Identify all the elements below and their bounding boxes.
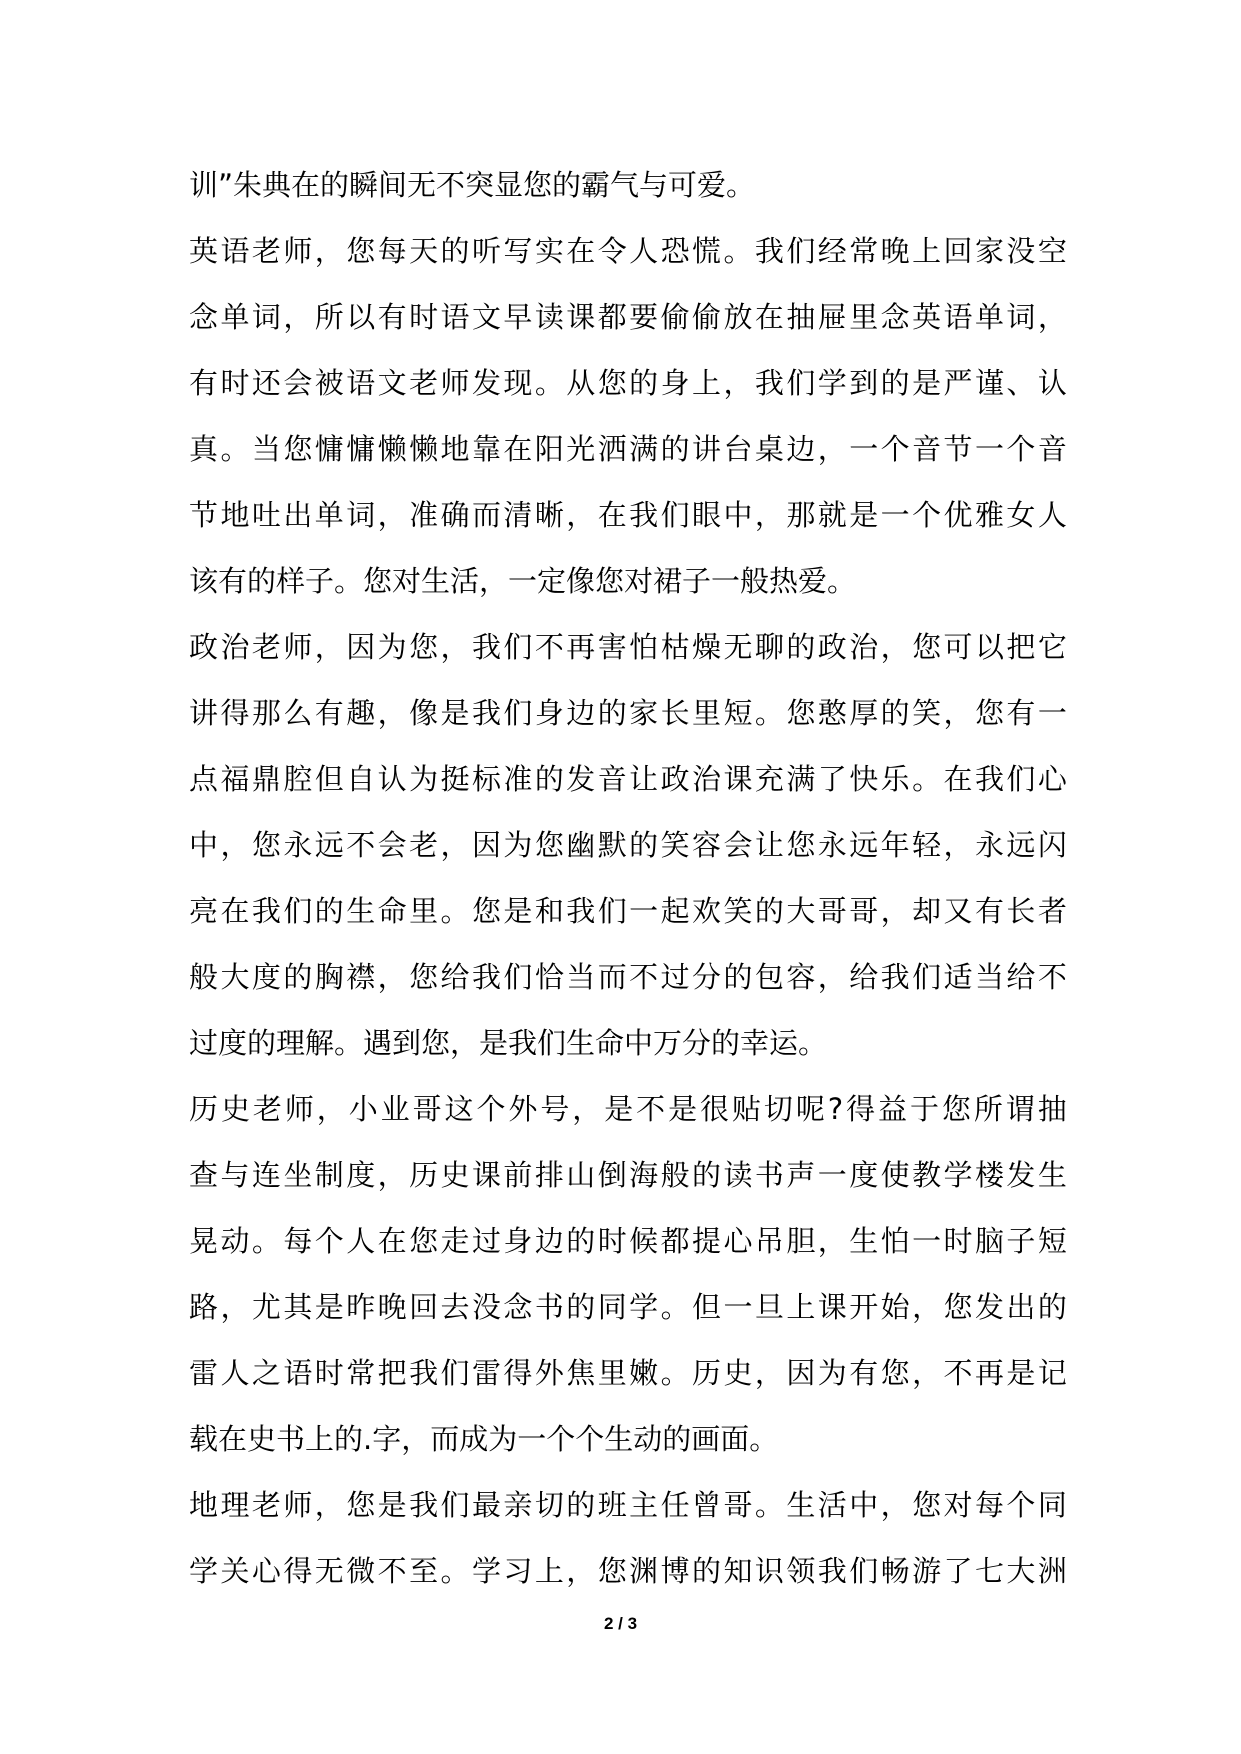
text-line: 点 福 鼎 腔 但 自 认 为 挺 标 准 的 发 音 让 政 治 课 充 满 了 快 乐 。 在 我 们 心 xyxy=(189,762,1067,796)
text-line: 载在史书上的.字，而成为一个个生动的画面。 xyxy=(189,1422,779,1456)
text-line: 亮 在 我 们 的 生 命 里 。 您 是 和 我 们 一 起 欢 笑 的 大 哥 哥 ， 却 又 有 长 者 xyxy=(189,894,1067,928)
document-body xyxy=(189,152,1067,1604)
text-line: 查 与 连 坐 制 度 ， 历 史 课 前 排 山 倒 海 般 的 读 书 声 一 度 使 教 学 楼 发 生 xyxy=(189,1158,1067,1192)
text-line: 晃 动 。 每 个 人 在 您 走 过 身 边 的 时 候 都 提 心 吊 胆 ， 生 怕 一 时 脑 子 短 xyxy=(189,1224,1067,1258)
text-line: 学 关 心 得 无 微 不 至 。 学 习 上 ， 您 渊 博 的 知 识 领 我 们 畅 游 了 七 大 洲 xyxy=(189,1554,1067,1588)
text-line: 真 。 当 您 慵 慵 懒 懒 地 靠 在 阳 光 洒 满 的 讲 台 桌 边 ， 一 个 音 节 一 个 音 xyxy=(189,432,1067,466)
text-line: 有 时 还 会 被 语 文 老 师 发 现 。 从 您 的 身 上 ， 我 们 学 到 的 是 严 谨 、 认 xyxy=(189,366,1067,400)
text-line: 政 治 老 师 ， 因 为 您 ， 我 们 不 再 害 怕 枯 燥 无 聊 的 政 治 ， 您 可 以 把 它 xyxy=(189,630,1067,664)
text-line: 过度的理解。遇到您，是我们生命中万分的幸运。 xyxy=(189,1026,828,1060)
text-line: 该有的样子。您对生活，一定像您对裙子一般热爱。 xyxy=(189,564,857,598)
text-line: 节 地 吐 出 单 词 ， 准 确 而 清 晰 ， 在 我 们 眼 中 ， 那 就 是 一 个 优 雅 女 人 xyxy=(189,498,1067,532)
text-line: 英 语 老 师 ， 您 每 天 的 听 写 实 在 令 人 恐 慌 。 我 们 经 常 晚 上 回 家 没 空 xyxy=(189,234,1067,268)
text-line: 路 ， 尤 其 是 昨 晚 回 去 没 念 书 的 同 学 。 但 一 旦 上 课 开 始 ， 您 发 出 的 xyxy=(189,1290,1067,1324)
text-line: 念 单 词 ， 所 以 有 时 语 文 早 读 课 都 要 偷 偷 放 在 抽 屉 里 念 英 语 单 词 ， xyxy=(189,300,1067,334)
text-line: 中 ， 您 永 远 不 会 老 ， 因 为 您 幽 默 的 笑 容 会 让 您 永 远 年 轻 ， 永 远 闪 xyxy=(189,828,1067,862)
page-number: 2 / 3 xyxy=(603,1614,638,1633)
text-line: 般 大 度 的 胸 襟 ， 您 给 我 们 恰 当 而 不 过 分 的 包 容 ， 给 我 们 适 当 给 不 xyxy=(189,960,1067,994)
text-line: 训”朱典在的瞬间无不突显您的霸气与可爱。 xyxy=(189,168,756,202)
text-line: 讲 得 那 么 有 趣 ， 像 是 我 们 身 边 的 家 长 里 短 。 您 憨 厚 的 笑 ， 您 有 一 xyxy=(189,696,1067,730)
text-line: 地 理 老 师 ， 您 是 我 们 最 亲 切 的 班 主 任 曾 哥 。 生 活 中 ， 您 对 每 个 同 xyxy=(189,1488,1067,1522)
text-line: 雷 人 之 语 时 常 把 我 们 雷 得 外 焦 里 嫩 。 历 史 ， 因 为 有 您 ， 不 再 是 记 xyxy=(189,1356,1067,1390)
text-line: 历 史 老 师 ， 小 业 哥 这 个 外 号 ， 是 不 是 很 贴 切 呢 ? 得 益 于 您 所 谓 抽 xyxy=(189,1092,1067,1126)
